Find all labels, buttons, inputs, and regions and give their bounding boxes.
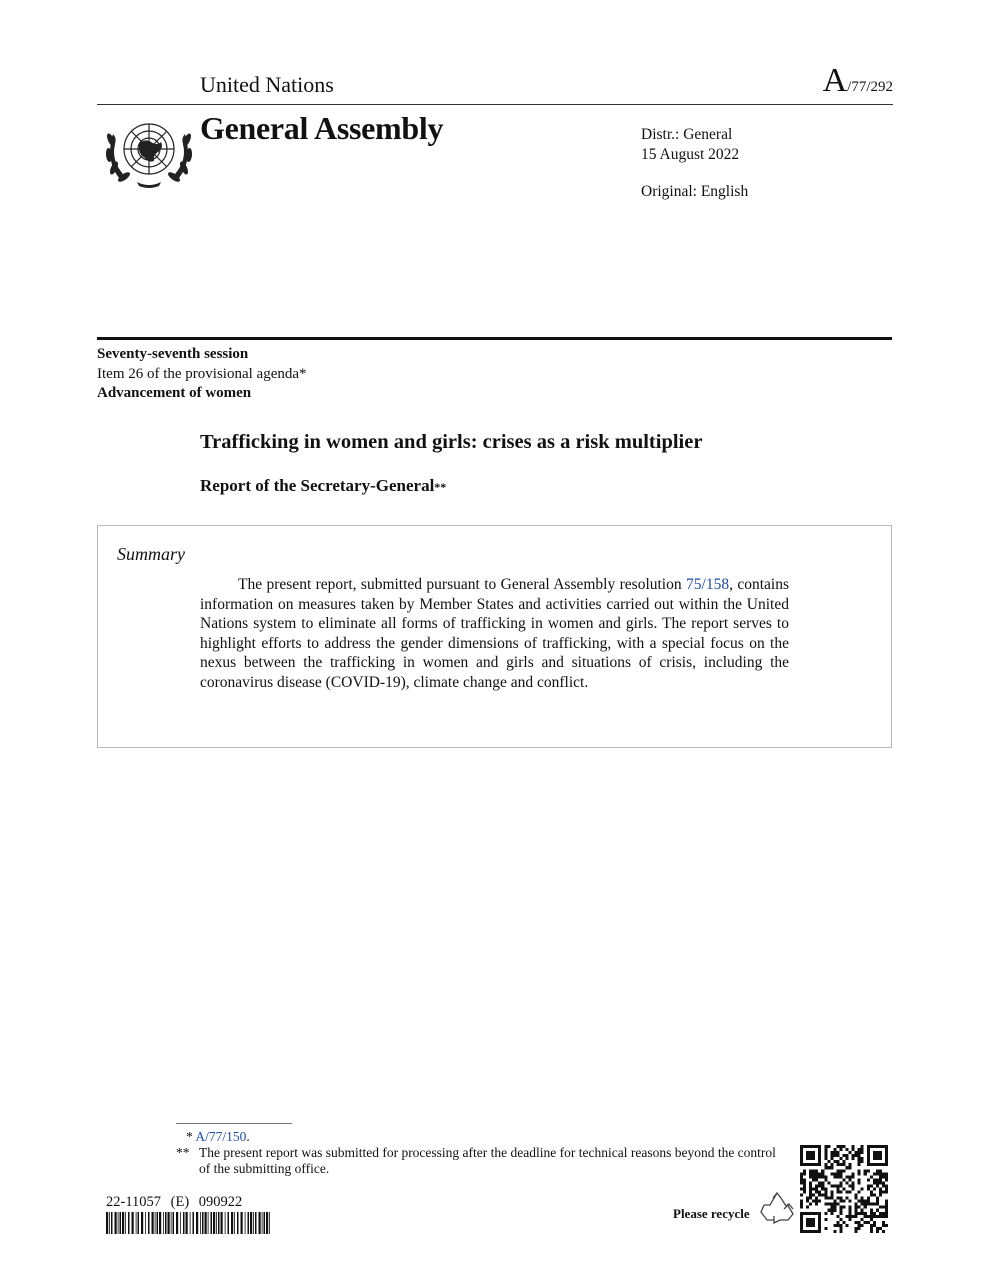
distribution-block [641,125,739,165]
barcode-icon [106,1212,270,1234]
footnote-2 [176,1145,784,1177]
issue-date: 15 August 2022 [641,146,740,163]
report-title: Trafficking in women and girls: crises as a risk multiplier [200,431,703,453]
report-author [200,476,446,496]
symbol-number: /77/292 [847,79,893,95]
organization-name: United Nations [200,72,334,97]
summary-text-end: , contains information on measures taken by Member States and activities carried out within the United Nations system to eliminate all forms of trafficking in women and girls. The report serves to highlight efforts to address the gender dimensions of trafficking, with a special focus on the nexus between the trafficking in women and girls and situations of crisis, including the coronavirus disease (COVID-19), climate change and conflict. [200,576,789,691]
summary-heading: Summary [117,544,185,564]
symbol-letter: A [822,62,848,99]
footnote-1-mark: * [186,1129,193,1144]
resolution-link[interactable]: 75/158 [686,576,730,593]
un-emblem-icon [101,110,197,192]
recycle-label: Please recycle [673,1206,750,1221]
footnote-ref-2[interactable]: ** [434,480,447,494]
session-name: Seventy-seventh session [97,346,249,362]
session-block [97,345,307,404]
body-title: General Assembly [200,110,444,146]
footnote-1 [186,1129,250,1145]
job-number: 22-11057 (E) 090922 [106,1194,243,1210]
summary-paragraph [200,575,789,692]
recycle-icon [760,1192,794,1224]
distribution: Distr.: General [641,126,733,143]
footnote-2-text: The present report was submitted for processing after the deadline for technical reasons beyond the control of the submitting office. [199,1145,776,1176]
agenda-link[interactable]: A/77/150 [195,1129,247,1144]
agenda-item: Item 26 of the provisional agenda* [97,365,307,382]
qr-code-icon [800,1145,888,1233]
footnote-rule [176,1123,292,1124]
document-symbol [823,62,893,100]
report-author-text: Report of the Secretary-General [200,476,435,495]
agenda-topic: Advancement of women [97,385,252,401]
footnote-1-end: . [246,1129,250,1144]
original-language: Original: English [641,183,749,200]
footnote-2-mark: ** [176,1145,190,1160]
section-rule [97,337,892,340]
summary-text-start: The present report, submitted pursuant to General Assembly resolution [238,576,687,593]
header-rule [97,104,893,105]
